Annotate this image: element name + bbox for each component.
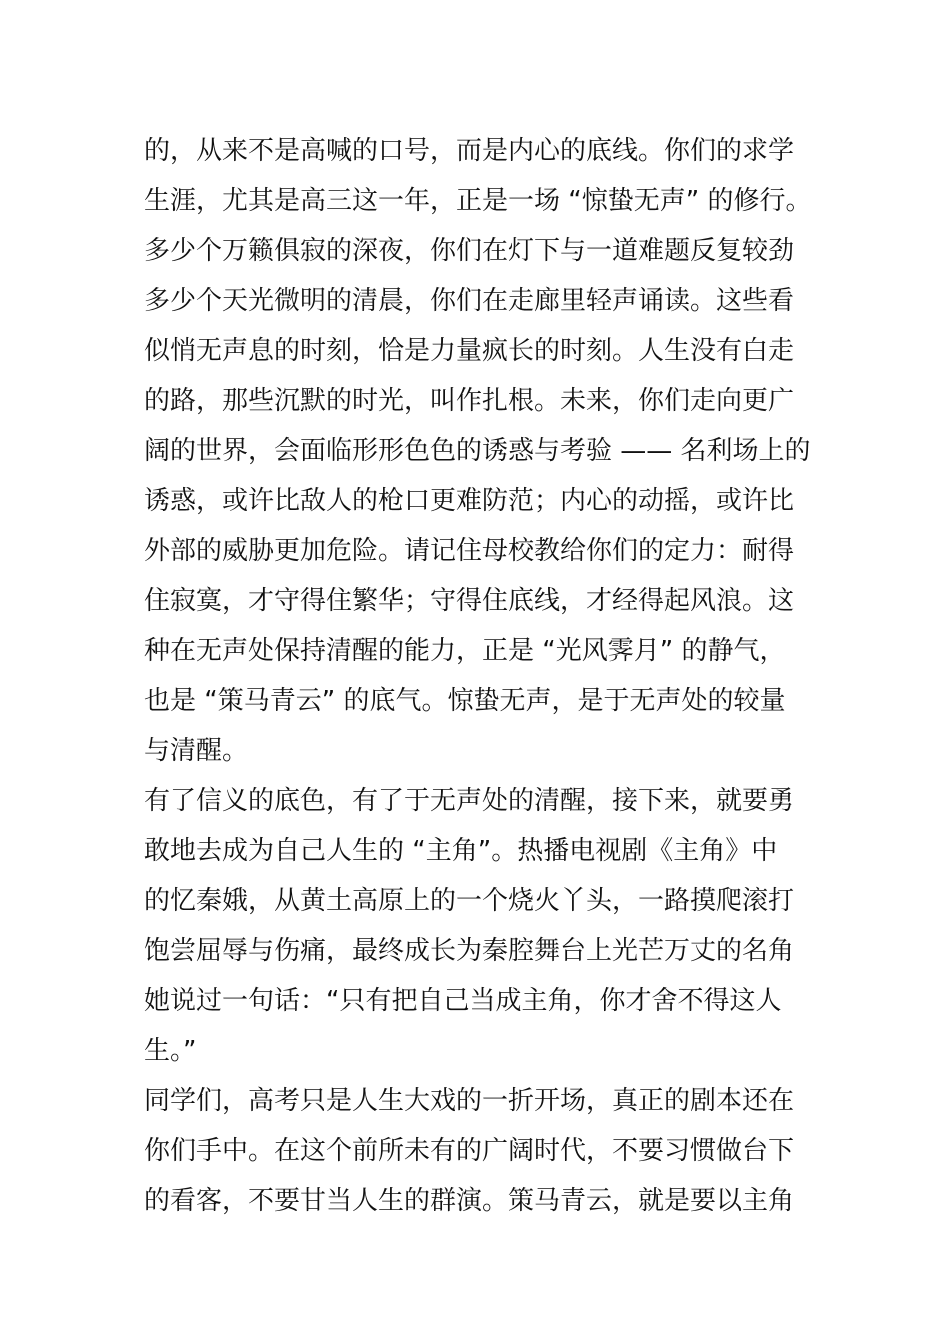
body-text [144, 126, 824, 1226]
text-line: 的忆秦娥，从黄土高原上的一个烧火丫头，一路摸爬滚打 [144, 886, 795, 916]
text-line: 外部的威胁更加危险。请记住母校教给你们的定力：耐得 [144, 536, 795, 566]
text-line: 的看客，不要甘当人生的群演。策马青云，就是要以主角 [144, 1186, 795, 1216]
text-line: 种在无声处保持清醒的能力，正是 “光风霁月” 的静气， [144, 636, 786, 666]
text-line: 生。” [144, 1036, 197, 1066]
text-line: 也是 “策马青云” 的底气。惊蛰无声，是于无声处的较量 [144, 686, 786, 716]
text-line: 同学们，高考只是人生大戏的一折开场，真正的剧本还在 [144, 1086, 795, 1116]
text-line: 多少个万籁俱寂的深夜，你们在灯下与一道难题反复较劲 [144, 236, 795, 266]
text-line: 饱尝屈辱与伤痛，最终成长为秦腔舞台上光芒万丈的名角 [144, 936, 795, 966]
text-line: 的，从来不是高喊的口号，而是内心的底线。你们的求学 [144, 136, 795, 166]
text-line: 住寂寞，才守得住繁华；守得住底线，才经得起风浪。这 [144, 586, 795, 616]
text-line: 你们手中。在这个前所未有的广阔时代，不要习惯做台下 [144, 1136, 795, 1166]
text-line: 生涯，尤其是高三这一年，正是一场 “惊蛰无声” 的修行。 [144, 186, 812, 216]
text-line: 诱惑，或许比敌人的枪口更难防范；内心的动摇，或许比 [144, 486, 795, 516]
text-line: 多少个天光微明的清晨，你们在走廊里轻声诵读。这些看 [144, 286, 795, 316]
text-line: 她说过一句话：“只有把自己当成主角，你才舍不得这人 [144, 986, 782, 1016]
text-line: 阔的世界，会面临形形色色的诱惑与考验 —— 名利场上的 [144, 436, 811, 466]
text-line: 似悄无声息的时刻，恰是力量疯长的时刻。人生没有白走 [144, 336, 795, 366]
text-line: 的路，那些沉默的时光，叫作扎根。未来，你们走向更广 [144, 386, 795, 416]
text-line: 有了信义的底色，有了于无声处的清醒，接下来，就要勇 [144, 786, 795, 816]
text-line: 敢地去成为自己人生的 “主角”。热播电视剧《主角》中 [144, 836, 778, 866]
text-line: 与清醒。 [144, 736, 249, 766]
